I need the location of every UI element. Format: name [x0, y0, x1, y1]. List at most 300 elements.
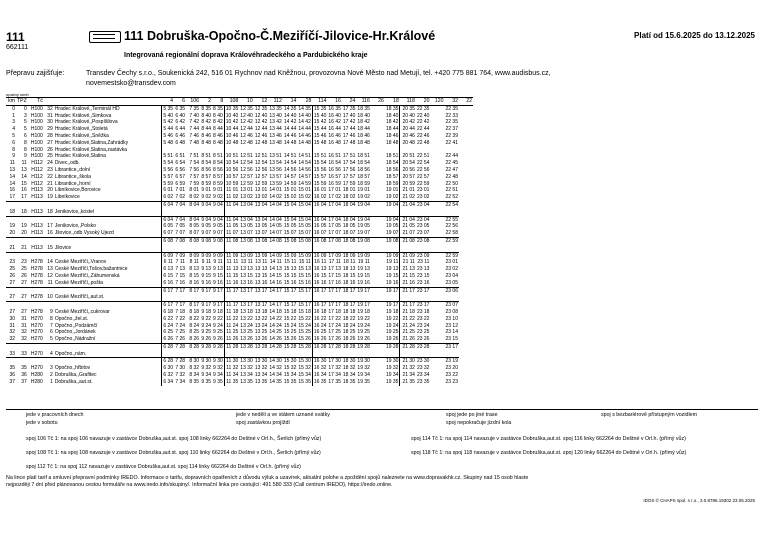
departure-time: 15 17 — [298, 287, 311, 294]
departure-time: 13 26 — [240, 336, 253, 343]
departure-time: 8 59 — [201, 180, 212, 187]
stop-meta: 27 — [9, 308, 15, 315]
departure-time: 15 01 — [283, 187, 297, 194]
departure-time: 22 52 — [445, 194, 458, 201]
stop-meta: 23 — [21, 259, 27, 266]
departure-time: 16 11 — [314, 259, 327, 266]
departure-time: 7 28 — [175, 358, 186, 365]
departure-time: 23 25 — [416, 329, 430, 336]
header-cell: 32 — [444, 98, 459, 106]
stop-meta: 37 — [9, 378, 15, 385]
stop-meta: 21 — [47, 180, 53, 187]
departure-time: 6 18 — [163, 308, 174, 315]
departure-time: 7 17 — [175, 302, 186, 309]
departure-time — [297, 245, 312, 252]
departure-time: 9 17 — [213, 302, 223, 309]
departure-time: 22 51 — [445, 187, 458, 194]
departure-time: 14 51 — [283, 153, 297, 160]
departure-time — [371, 351, 385, 358]
stop-meta: 8 — [12, 146, 15, 153]
departure-time: 15 32 — [283, 365, 297, 372]
stop-meta: 31 — [21, 322, 27, 329]
departure-time: 5 59 — [163, 180, 174, 187]
stop-meta: 1 — [12, 112, 15, 119]
departure-time: 6 46 — [175, 132, 186, 139]
stop-meta — [6, 201, 16, 208]
departure-time: 15 02 — [298, 194, 311, 201]
departure-time — [371, 316, 385, 323]
departure-time: 19 04 — [385, 216, 399, 223]
stop-meta — [16, 358, 28, 365]
departure-time: 11 11 — [224, 259, 239, 266]
departure-time: 15 51 — [313, 153, 327, 160]
departure-time: 13 05 — [240, 223, 253, 230]
departure-time: 14 35 — [298, 105, 311, 112]
departure-time: 18 11 — [343, 259, 356, 266]
stop-meta: 8 — [24, 139, 27, 146]
bus-icon — [89, 31, 121, 43]
departure-time — [430, 201, 444, 208]
departure-time: 7 28 — [175, 343, 186, 350]
departure-time: 19 26 — [357, 336, 370, 343]
departure-time: 17 05 — [328, 223, 341, 230]
departure-time: 19 26 — [385, 336, 399, 343]
departure-time: 23 02 — [416, 194, 430, 201]
departure-time: 13 46 — [269, 132, 282, 139]
departure-time — [212, 147, 224, 154]
departure-time: 19 13 — [357, 266, 370, 273]
departure-time: 13 25 — [240, 329, 253, 336]
stop-meta: H113 — [31, 223, 43, 230]
departure-time: 8 56 — [213, 166, 223, 173]
departure-time: 18 42 — [385, 119, 399, 126]
header-cell: 24 — [342, 98, 357, 106]
departure-time — [297, 351, 312, 358]
departure-time: 22 54 — [416, 160, 430, 167]
departure-time — [268, 351, 283, 358]
stop-name: České Meziříčí,,pošta — [54, 279, 103, 286]
departure-time: 16 30 — [313, 358, 327, 365]
departure-time: 9 26 — [201, 336, 212, 343]
departure-time: 12 35 — [254, 105, 268, 112]
departure-time: 7 07 — [175, 230, 186, 237]
departure-time: 23 13 — [416, 266, 430, 273]
stop-meta — [6, 216, 16, 223]
departure-time: 18 44 — [385, 126, 399, 133]
departure-time: 12 40 — [240, 112, 253, 119]
departure-time — [400, 294, 416, 301]
departure-time — [430, 209, 444, 216]
departure-time: 8 16 — [189, 279, 200, 286]
departure-time: 12 48 — [240, 139, 253, 146]
departure-time — [416, 147, 431, 154]
departure-time: 9 35 — [213, 378, 223, 385]
departure-time: 11 02 — [226, 194, 239, 201]
departure-time: 7 46 — [189, 132, 200, 139]
departure-time: 18 40 — [357, 112, 370, 119]
departure-time: 14 57 — [298, 173, 311, 180]
departure-time: 11 34 — [226, 372, 239, 379]
stop-meta — [44, 252, 54, 259]
stop-name: Hradec Králové,,Terminál HD — [54, 105, 120, 112]
departure-time: 8 26 — [189, 336, 200, 343]
departure-time: 14 56 — [298, 166, 311, 173]
departure-time — [254, 351, 269, 358]
stop-meta — [28, 302, 44, 309]
departure-time: 18 44 — [357, 126, 370, 133]
legend-workdays: jede v pracovních dnech — [26, 412, 84, 418]
departure-time: 18 46 — [385, 132, 399, 139]
departure-time: 10 48 — [225, 139, 239, 146]
departure-time: 6 57 — [175, 173, 186, 180]
departure-time — [416, 351, 431, 358]
departure-time: 18 40 — [385, 112, 399, 119]
departure-time: 9 15 — [201, 272, 212, 279]
departure-time: 9 08 — [213, 237, 223, 244]
departure-time: 22 48 — [416, 139, 430, 146]
departure-time: 11 24 — [226, 322, 239, 329]
departure-time: 18 04 — [342, 201, 356, 208]
departure-time: 6 04 — [163, 216, 174, 223]
table-row — [6, 187, 473, 194]
departure-time — [239, 147, 254, 154]
departure-time — [371, 266, 385, 273]
header-cell: Tč — [28, 98, 44, 106]
departure-time: 8 59 — [213, 180, 223, 187]
departure-time: 18 13 — [342, 266, 356, 273]
stop-name — [54, 287, 162, 294]
departure-time: 16 01 — [313, 187, 327, 194]
departure-time: 21 35 — [400, 379, 416, 386]
departure-time: 9 09 — [213, 252, 223, 259]
departure-time — [312, 245, 327, 252]
departure-time: 14 05 — [269, 223, 282, 230]
departure-time: 19 07 — [357, 230, 370, 237]
stop-meta: 16 — [9, 187, 15, 194]
departure-time: 15 05 — [283, 223, 297, 230]
departure-time: 11 28 — [226, 343, 239, 350]
departure-time: 12 46 — [254, 132, 268, 139]
header-cell: 16 — [327, 98, 342, 106]
header-cell: 4 — [162, 98, 174, 106]
departure-time: 23 35 — [416, 378, 430, 385]
departure-time: 13 16 — [240, 279, 253, 286]
departure-time: 12 42 — [240, 119, 253, 126]
departure-time: 23 05 — [416, 223, 430, 230]
departure-time: 18 17 — [342, 287, 356, 294]
stop-meta: 13 — [21, 166, 27, 173]
departure-time: 20 48 — [400, 140, 416, 147]
departure-time — [430, 223, 444, 230]
departure-time: 6 13 — [163, 266, 174, 273]
departure-time: 7 56 — [189, 166, 200, 173]
departure-time: 16 16 — [313, 279, 327, 286]
departure-time: 14 04 — [269, 216, 282, 223]
departure-time: 13 42 — [269, 119, 282, 126]
departure-time: 15 15 — [283, 272, 297, 279]
departure-time: 8 48 — [201, 139, 212, 146]
header-cell: 6 — [174, 98, 186, 106]
stop-meta: 9 — [50, 308, 53, 315]
departure-time: 12 35 — [240, 105, 253, 112]
departure-time: 13 18 — [240, 308, 253, 315]
stop-name: Hradec Králové,,Šimkova — [54, 112, 112, 119]
departure-time: 15 09 — [298, 252, 311, 259]
stop-name — [54, 252, 162, 259]
departure-time: 11 04 — [226, 216, 239, 223]
departure-time — [371, 216, 385, 223]
departure-time: 15 44 — [313, 126, 327, 133]
departure-time: 9 22 — [201, 315, 212, 322]
departure-time — [430, 273, 444, 280]
departure-time: 19 15 — [385, 272, 399, 279]
departure-time: 15 11 — [298, 259, 311, 266]
departure-time: 15 34 — [283, 372, 297, 379]
departure-time: 15 17 — [283, 302, 297, 309]
stop-meta — [16, 252, 28, 259]
departure-time — [430, 181, 444, 188]
stop-meta: H280 — [30, 372, 43, 379]
departure-time: 15 40 — [313, 112, 327, 119]
departure-time: 9 04 — [201, 216, 212, 223]
table-row — [6, 343, 473, 350]
departure-time — [254, 147, 269, 154]
departure-time: 5 48 — [163, 139, 174, 146]
departure-time: 19 25 — [385, 329, 399, 336]
stop-meta: 15 — [47, 244, 53, 251]
departure-time: 19 04 — [385, 201, 399, 208]
departure-time: 9 28 — [201, 343, 212, 350]
stop-name — [54, 343, 162, 350]
departure-time: 6 40 — [175, 112, 186, 119]
stop-meta: 11 — [21, 160, 27, 167]
departure-time: 14 30 — [269, 358, 282, 365]
stop-name: Hradec Králové,Slatina — [54, 153, 106, 160]
legend-saturday: jede v sobotu — [26, 420, 58, 426]
departure-time: 19 25 — [357, 329, 370, 336]
departure-time: 21 26 — [400, 336, 416, 343]
line-number: 111 — [6, 30, 25, 44]
departure-time: 11 32 — [226, 365, 239, 372]
departure-time: 7 09 — [175, 252, 186, 259]
departure-time — [444, 245, 459, 252]
table-row — [6, 365, 473, 372]
departure-time: 9 04 — [201, 201, 212, 208]
departure-time — [371, 294, 385, 301]
departure-time: 6 32 — [163, 372, 174, 379]
departure-time — [371, 273, 385, 280]
departure-time: 14 01 — [269, 187, 282, 194]
departure-time: 9 17 — [213, 287, 223, 294]
departure-time: 14 42 — [283, 119, 297, 126]
header-cell: 114 — [312, 98, 327, 106]
departure-time: 14 08 — [269, 237, 282, 244]
departure-time: 19 28 — [357, 343, 370, 350]
table-row — [6, 216, 473, 223]
departure-time: 23 04 — [416, 201, 430, 208]
departure-time: 15 13 — [298, 266, 311, 273]
departure-time: 22 39 — [445, 132, 458, 139]
departure-time — [254, 294, 269, 301]
departure-time: 18 54 — [357, 160, 370, 167]
departure-time: 6 35 — [175, 105, 186, 112]
departure-time: 14 11 — [269, 259, 282, 266]
departure-time: 11 22 — [226, 315, 239, 322]
departure-time: 19 04 — [357, 216, 370, 223]
departure-time: 19 30 — [385, 358, 399, 365]
departure-time — [212, 245, 224, 252]
departure-time: 13 54 — [269, 160, 282, 167]
departure-time: 22 48 — [445, 173, 458, 180]
departure-time: 15 13 — [283, 266, 297, 273]
header-cell — [54, 98, 162, 106]
departure-time: 23 26 — [416, 336, 430, 343]
stop-meta: 0 — [12, 105, 15, 112]
departure-time: 16 17 — [313, 302, 327, 309]
departure-time: 15 26 — [298, 336, 311, 343]
departure-time: 14 25 — [269, 329, 282, 336]
departure-time: 19 05 — [385, 223, 399, 230]
departure-time: 23 22 — [416, 315, 430, 322]
departure-time — [430, 245, 444, 252]
departure-time — [430, 113, 444, 120]
departure-time — [297, 294, 312, 301]
departure-time: 16 05 — [313, 223, 327, 230]
footer-line2: nejpozději 7 dní před plánovanou cestou formuláře na www.iredo.info/skupiny/. Informační linka pro cestující: 491 580 333 (Call centrum IREDO), https://iredo.online. — [6, 481, 393, 488]
departure-time — [283, 351, 298, 358]
stop-name: Opočno,,žel.st. — [54, 315, 89, 322]
stop-meta: 8 — [50, 315, 53, 322]
departure-time: 14 22 — [269, 315, 282, 322]
departure-time: 20 54 — [400, 160, 416, 167]
departure-time: 7 25 — [175, 329, 186, 336]
departure-time — [356, 351, 371, 358]
departure-time: 19 17 — [357, 302, 370, 309]
departure-time: 9 35 — [201, 378, 212, 385]
departure-time — [162, 209, 174, 216]
departure-time: 18 51 — [385, 153, 399, 160]
departure-time: 15 22 — [283, 315, 297, 322]
departure-time — [186, 209, 200, 216]
departure-time: 14 28 — [269, 343, 282, 350]
stop-meta: 24 — [47, 160, 53, 167]
departure-time: 8 18 — [189, 308, 200, 315]
stop-meta: 32 — [9, 336, 15, 343]
departure-time: 16 57 — [328, 173, 341, 180]
departure-time: 12 57 — [254, 173, 268, 180]
departure-time: 13 02 — [240, 194, 253, 201]
stop-meta: 28 — [47, 132, 53, 139]
departure-time: 14 17 — [269, 302, 282, 309]
departure-time: 17 42 — [342, 119, 356, 126]
departure-time: 12 59 — [254, 180, 268, 187]
departure-time: 15 28 — [298, 343, 311, 350]
departure-time — [162, 294, 174, 301]
departure-time: 13 26 — [254, 336, 268, 343]
departure-time: 14 46 — [298, 132, 311, 139]
departure-time: 5 51 — [163, 153, 174, 160]
departure-time: 20 46 — [400, 133, 416, 140]
departure-time: 10 40 — [225, 112, 239, 119]
departure-time: 22 47 — [445, 166, 458, 173]
departure-time: 18 05 — [342, 223, 356, 230]
departure-time: 8 04 — [186, 201, 200, 208]
departure-time: 11 30 — [226, 358, 239, 365]
departure-time: 16 22 — [313, 315, 327, 322]
departure-time: 17 30 — [328, 358, 341, 365]
departure-time — [212, 294, 224, 301]
stop-name: Hradec Králové,,Sněžka — [54, 132, 109, 139]
line-id: 662111 — [6, 44, 29, 51]
departure-time: 7 35 — [189, 105, 200, 112]
header-cell: 12 — [254, 98, 269, 106]
stop-meta: 17 — [47, 223, 53, 230]
departure-time: 21 08 — [400, 237, 416, 244]
page-title: 111 Dobruška-Opočno-Č.Meziříčí-Jilovice-Hr.Králové — [124, 29, 436, 43]
departure-time — [371, 187, 385, 194]
departure-time: 20 35 — [400, 105, 416, 112]
departure-time: 23 19 — [445, 358, 458, 365]
departure-time — [186, 245, 200, 252]
stop-meta — [16, 302, 28, 309]
departure-time: 15 57 — [313, 173, 327, 180]
departure-time: 16 51 — [328, 153, 341, 160]
departure-time: 10 42 — [225, 119, 239, 126]
departure-time: 5 54 — [163, 160, 174, 167]
departure-time: 11 17 — [226, 287, 239, 294]
departure-time: 13 17 — [240, 302, 253, 309]
departure-time: 11 16 — [226, 279, 239, 286]
departure-time: 18 07 — [342, 230, 356, 237]
header-cell — [44, 98, 54, 106]
departure-time: 22 33 — [445, 112, 458, 119]
table-row — [6, 379, 473, 386]
stop-name — [54, 358, 162, 365]
departure-time: 7 32 — [175, 372, 186, 379]
departure-time — [400, 245, 416, 252]
departure-time: 13 01 — [254, 187, 268, 194]
departure-time: 12 46 — [240, 132, 253, 139]
departure-time: 9 11 — [213, 259, 223, 266]
stop-meta: H100 — [30, 146, 43, 153]
stop-name: České Meziříčí,Tošov,bažantnice — [54, 266, 128, 273]
departure-time: 23 05 — [445, 279, 458, 286]
departure-time — [200, 245, 212, 252]
departure-time: 16 54 — [328, 160, 341, 167]
stop-meta: 31 — [21, 315, 27, 322]
departure-time: 19 30 — [357, 358, 370, 365]
departure-time: 23 32 — [416, 365, 430, 372]
departure-time: 15 54 — [313, 160, 327, 167]
departure-time: 21 32 — [400, 365, 416, 372]
departure-time: 13 28 — [240, 343, 253, 350]
departure-time: 7 59 — [189, 180, 200, 187]
departure-time: 19 11 — [386, 259, 399, 266]
departure-time: 21 17 — [400, 302, 416, 309]
stop-meta: H270 — [30, 322, 43, 329]
departure-time: 21 07 — [400, 230, 416, 237]
departure-time: 11 13 — [226, 266, 239, 273]
stop-meta: 32 — [21, 336, 27, 343]
departure-time: 7 08 — [175, 237, 186, 244]
departure-time — [371, 209, 385, 216]
note-106: spoj 106 Tč 1: na spoj 106 navazuje v zastávce Dobruška,aut.st. spoj 108 linky 662264 do Deštné v Orl.h., Šerlich (přímý vůz) — [26, 436, 322, 442]
departure-time: 7 17 — [175, 287, 186, 294]
stop-meta: 12 — [47, 272, 53, 279]
departure-time: 22 44 — [445, 153, 458, 160]
departure-time: 7 15 — [175, 272, 186, 279]
legend-pass-through: spoj zastávkou projíždí — [236, 420, 290, 426]
